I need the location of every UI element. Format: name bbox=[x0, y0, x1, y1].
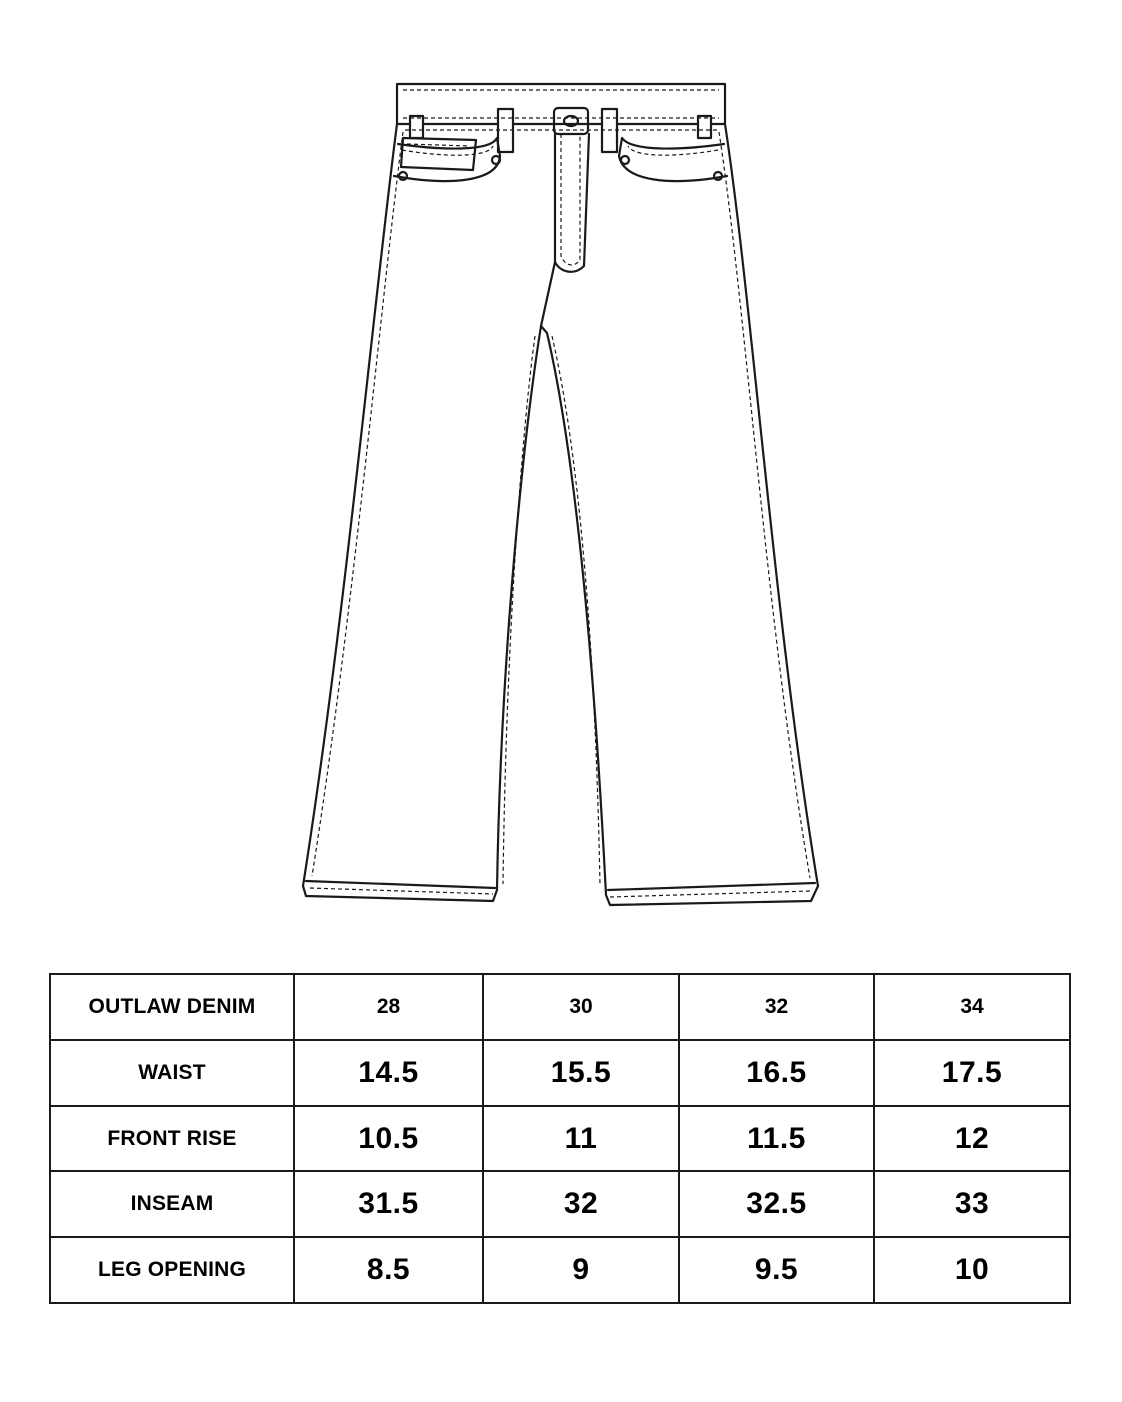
measurement-value: 12 bbox=[874, 1106, 1070, 1171]
measurement-value: 33 bbox=[874, 1171, 1070, 1237]
size-chart-table bbox=[49, 973, 1071, 1304]
measurement-value: 32 bbox=[483, 1171, 679, 1237]
measurement-value: 31.5 bbox=[294, 1171, 483, 1237]
measurement-value: 11.5 bbox=[679, 1106, 874, 1171]
table-row bbox=[50, 1106, 1070, 1171]
measurement-label: LEG OPENING bbox=[50, 1237, 294, 1303]
measurement-value: 11 bbox=[483, 1106, 679, 1171]
measurement-value: 32.5 bbox=[679, 1171, 874, 1237]
table-header-row bbox=[50, 974, 1070, 1040]
pocket-right bbox=[619, 138, 727, 181]
brand-header-cell: OUTLAW DENIM bbox=[50, 974, 294, 1040]
measurement-label: FRONT RISE bbox=[50, 1106, 294, 1171]
fly bbox=[555, 134, 589, 272]
measurement-value: 15.5 bbox=[483, 1040, 679, 1106]
size-header-cell: 28 bbox=[294, 974, 483, 1040]
measurement-value: 14.5 bbox=[294, 1040, 483, 1106]
measurement-value: 16.5 bbox=[679, 1040, 874, 1106]
size-header-cell: 34 bbox=[874, 974, 1070, 1040]
belt-loop-left-outer bbox=[410, 116, 423, 138]
measurement-value: 9.5 bbox=[679, 1237, 874, 1303]
hem-left bbox=[306, 881, 495, 888]
center-seam bbox=[541, 262, 555, 326]
table-row bbox=[50, 1237, 1070, 1303]
measurement-value: 17.5 bbox=[874, 1040, 1070, 1106]
measurement-label: INSEAM bbox=[50, 1171, 294, 1237]
table-row bbox=[50, 1171, 1070, 1237]
measurement-value: 10.5 bbox=[294, 1106, 483, 1171]
size-header-cell: 30 bbox=[483, 974, 679, 1040]
measurement-label: WAIST bbox=[50, 1040, 294, 1106]
measurement-value: 10 bbox=[874, 1237, 1070, 1303]
hem-right bbox=[608, 883, 815, 890]
measurement-value: 8.5 bbox=[294, 1237, 483, 1303]
size-header-cell: 32 bbox=[679, 974, 874, 1040]
table-row bbox=[50, 1040, 1070, 1106]
measurement-value: 9 bbox=[483, 1237, 679, 1303]
belt-loop-right-outer bbox=[698, 116, 711, 138]
